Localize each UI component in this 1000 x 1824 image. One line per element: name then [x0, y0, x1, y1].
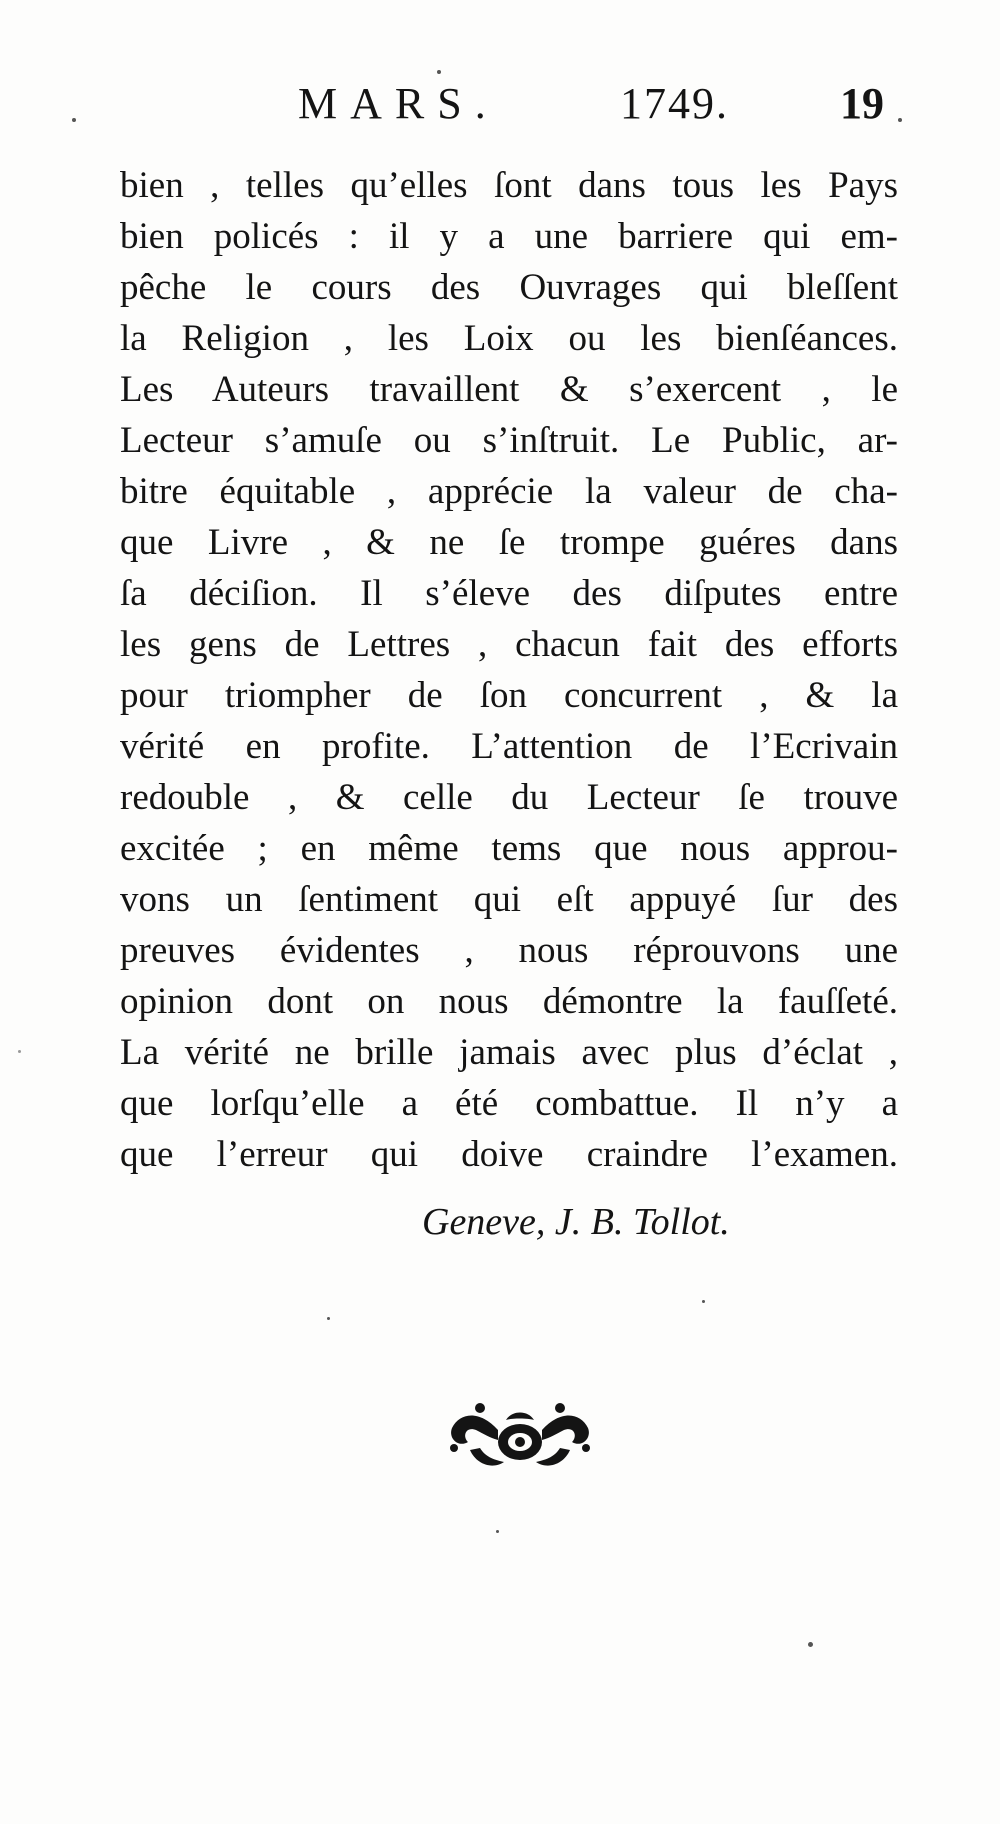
text-line: bien policés : il y a une barriere qui em-: [120, 216, 898, 257]
ink-speck: [18, 1050, 21, 1053]
text-line: que Livre , & ne ſe trompe guéres dans: [120, 522, 898, 563]
signature: Geneve, J. B. Tollot.: [422, 1201, 730, 1243]
body-text: [120, 160, 898, 1180]
ink-speck: [327, 1317, 330, 1320]
ink-speck: [702, 1300, 705, 1303]
text-line: La vérité ne brille jamais avec plus d’éclat ,: [120, 1032, 898, 1073]
text-line: redouble , & celle du Lecteur ſe trouve: [120, 777, 898, 818]
text-line: la Religion , les Loix ou les bienſéances.: [120, 318, 898, 359]
ink-speck: [808, 1642, 813, 1647]
text-line: bien , telles qu’elles ſont dans tous les Pays: [120, 165, 898, 206]
running-head-year: 1749.: [620, 79, 729, 128]
text-line: preuves évidentes , nous réprouvons une: [120, 930, 898, 971]
text-line: Les Auteurs travaillent & s’exercent , le: [120, 369, 898, 410]
text-line: ſa déciſion. Il s’éleve des diſputes entre: [120, 573, 898, 614]
text-line: que l’erreur qui doive craindre l’examen.: [120, 1134, 898, 1175]
text-line: bitre équitable , apprécie la valeur de cha-: [120, 471, 898, 512]
text-line: vérité en profite. L’attention de l’Ecrivain: [120, 726, 898, 767]
ink-speck: [437, 70, 441, 74]
text-line: excitée ; en même tems que nous approu-: [120, 828, 898, 869]
running-head-month: MARS.: [298, 79, 499, 128]
text-line: que lorſqu’elle a été combattue. Il n’y a: [120, 1083, 898, 1124]
ink-speck: [898, 118, 902, 122]
text-line: les gens de Lettres , chacun fait des efforts: [120, 624, 898, 665]
ink-speck: [72, 118, 76, 122]
text-line: pour triompher de ſon concurrent , & la: [120, 675, 898, 716]
page-number: 19: [840, 79, 884, 128]
running-head: [0, 78, 1000, 138]
text-line: Lecteur s’amuſe ou s’inſtruit. Le Public, ar-: [120, 420, 898, 461]
ink-speck: [496, 1530, 499, 1533]
text-line: pêche le cours des Ouvrages qui bleſſent: [120, 267, 898, 308]
fleuron-ornament-icon: [440, 1390, 600, 1480]
text-line: opinion dont on nous démontre la fauſſeté.: [120, 981, 898, 1022]
text-line: vons un ſentiment qui eſt appuyé ſur des: [120, 879, 898, 920]
